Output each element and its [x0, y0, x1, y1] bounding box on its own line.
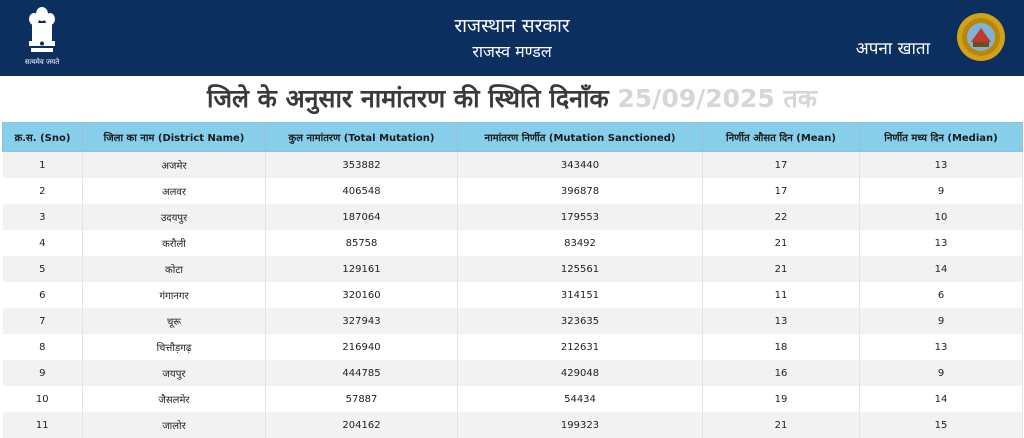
cell-mean: 22	[703, 204, 860, 230]
cell-mutation-sanctioned: 429048	[458, 360, 703, 386]
cell-mutation-sanctioned: 54434	[458, 386, 703, 412]
cell-mean: 13	[703, 308, 860, 334]
column-header-mutation-sanctioned[interactable]: नामांतरण निर्णीत (Mutation Sanctioned)	[458, 123, 703, 152]
cell-sno: 2	[3, 178, 83, 204]
table-row	[3, 412, 1023, 438]
cell-total-mutation: 320160	[266, 282, 458, 308]
cell-mean: 18	[703, 334, 860, 360]
cell-mutation-sanctioned: 314151	[458, 282, 703, 308]
revenue-board-seal-icon	[956, 12, 1006, 62]
cell-mean: 21	[703, 256, 860, 282]
table-row	[3, 282, 1023, 308]
cell-district: चित्तौड़गढ़	[83, 334, 266, 360]
cell-district: जालोर	[83, 412, 266, 438]
cell-mutation-sanctioned: 83492	[458, 230, 703, 256]
cell-mutation-sanctioned: 179553	[458, 204, 703, 230]
cell-sno: 10	[3, 386, 83, 412]
cell-mean: 21	[703, 230, 860, 256]
cell-total-mutation: 444785	[266, 360, 458, 386]
cell-total-mutation: 406548	[266, 178, 458, 204]
table-row	[3, 386, 1023, 412]
cell-mean: 17	[703, 152, 860, 179]
cell-mean: 17	[703, 178, 860, 204]
cell-mutation-sanctioned: 199323	[458, 412, 703, 438]
site-header	[0, 0, 1024, 76]
cell-total-mutation: 85758	[266, 230, 458, 256]
table-row	[3, 230, 1023, 256]
cell-sno: 7	[3, 308, 83, 334]
district-mutation-table	[2, 122, 1023, 438]
cell-median: 14	[860, 256, 1023, 282]
table-row	[3, 152, 1023, 179]
page-heading-text: जिले के अनुसार नामांतरण की स्थिति दिनाँक	[207, 84, 609, 113]
table-row	[3, 308, 1023, 334]
cell-district: जैसलमेर	[83, 386, 266, 412]
cell-sno: 3	[3, 204, 83, 230]
cell-district: अलवर	[83, 178, 266, 204]
table-header-row	[3, 123, 1023, 152]
column-header-district[interactable]: जिला का नाम (District Name)	[83, 123, 266, 152]
cell-district: चूरू	[83, 308, 266, 334]
cell-district: गंगानगर	[83, 282, 266, 308]
table-row	[3, 204, 1023, 230]
cell-total-mutation: 204162	[266, 412, 458, 438]
cell-total-mutation: 327943	[266, 308, 458, 334]
cell-district: कोटा	[83, 256, 266, 282]
cell-mutation-sanctioned: 212631	[458, 334, 703, 360]
cell-district: उदयपुर	[83, 204, 266, 230]
cell-total-mutation: 129161	[266, 256, 458, 282]
cell-mutation-sanctioned: 343440	[458, 152, 703, 179]
cell-median: 9	[860, 360, 1023, 386]
cell-median: 13	[860, 334, 1023, 360]
cell-sno: 8	[3, 334, 83, 360]
cell-median: 9	[860, 178, 1023, 204]
page-heading	[0, 76, 1024, 122]
cell-median: 10	[860, 204, 1023, 230]
column-header-mean[interactable]: निर्णीत औसत दिन (Mean)	[703, 123, 860, 152]
cell-mutation-sanctioned: 323635	[458, 308, 703, 334]
cell-median: 6	[860, 282, 1023, 308]
cell-total-mutation: 57887	[266, 386, 458, 412]
cell-mean: 16	[703, 360, 860, 386]
cell-sno: 9	[3, 360, 83, 386]
cell-total-mutation: 353882	[266, 152, 458, 179]
cell-sno: 4	[3, 230, 83, 256]
column-header-median[interactable]: निर्णीत मध्य दिन (Median)	[860, 123, 1023, 152]
cell-total-mutation: 187064	[266, 204, 458, 230]
table-row	[3, 334, 1023, 360]
cell-sno: 1	[3, 152, 83, 179]
emblem-caption: सत्यमेव जयते	[24, 58, 60, 66]
department-subtitle: राजस्व मण्डल	[472, 42, 552, 61]
cell-district: करौली	[83, 230, 266, 256]
cell-median: 13	[860, 230, 1023, 256]
cell-sno: 6	[3, 282, 83, 308]
apna-khata-link[interactable]: अपना खाता	[855, 39, 930, 59]
table-row	[3, 178, 1023, 204]
table-row	[3, 256, 1023, 282]
table-row	[3, 360, 1023, 386]
cell-sno: 11	[3, 412, 83, 438]
cell-total-mutation: 216940	[266, 334, 458, 360]
heading-date: 25/09/2025 तक	[617, 84, 817, 113]
cell-median: 13	[860, 152, 1023, 179]
cell-mean: 19	[703, 386, 860, 412]
cell-mean: 11	[703, 282, 860, 308]
cell-median: 9	[860, 308, 1023, 334]
column-header-total-mutation[interactable]: कुल नामांतरण (Total Mutation)	[266, 123, 458, 152]
cell-median: 14	[860, 386, 1023, 412]
cell-mutation-sanctioned: 125561	[458, 256, 703, 282]
cell-mutation-sanctioned: 396878	[458, 178, 703, 204]
cell-mean: 21	[703, 412, 860, 438]
cell-median: 15	[860, 412, 1023, 438]
cell-district: अजमेर	[83, 152, 266, 179]
cell-sno: 5	[3, 256, 83, 282]
cell-district: जयपुर	[83, 360, 266, 386]
government-title: राजस्थान सरकार	[454, 15, 570, 37]
column-header-sno[interactable]: क्र.स. (Sno)	[3, 123, 83, 152]
